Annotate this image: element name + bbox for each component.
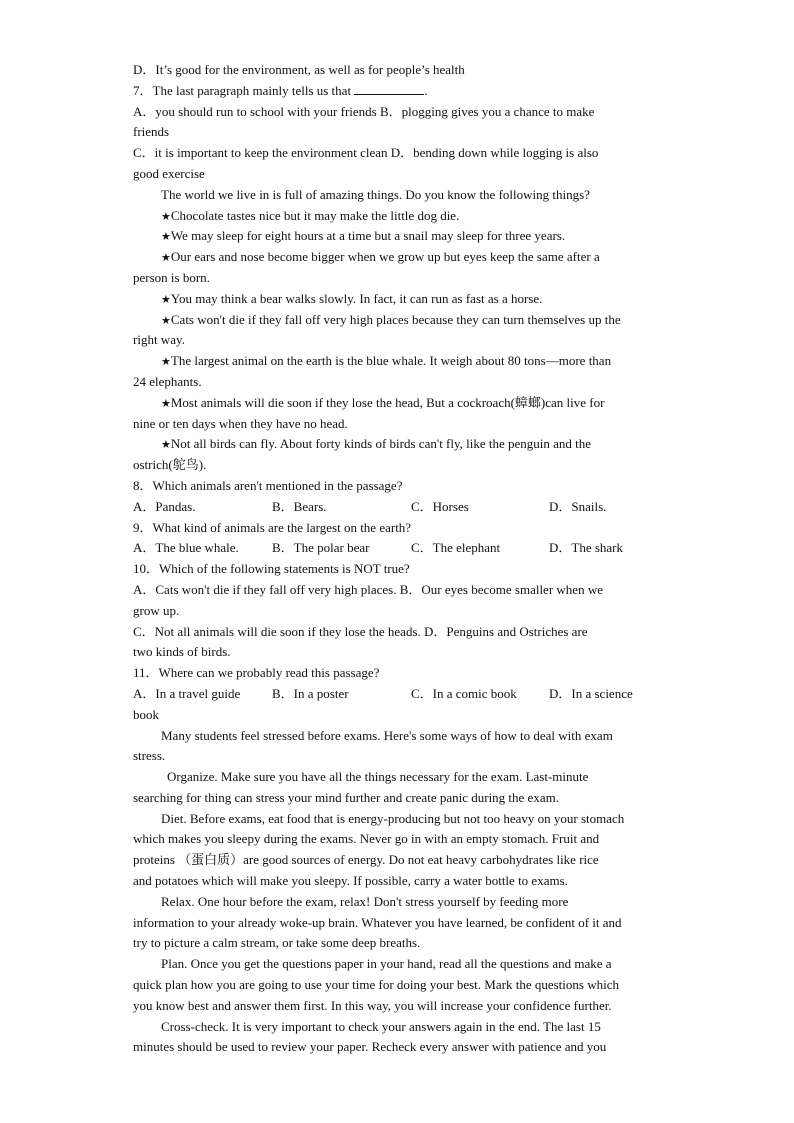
star-icon: ★ [161, 209, 171, 223]
tip-diet: Diet. Before exams, eat food that is energy-producing but not too heavy on your stomach [161, 810, 625, 826]
tip-relax: Relax. One hour before the exam, relax! Don't stress yourself by feeding more [161, 893, 569, 909]
fact-7-text: Most animals will die soon if they lose the head, But a cockroach(蟑螂)can live for [170, 394, 605, 410]
option-a: A．In a travel guide [133, 685, 241, 701]
question-10: 10．Which of the following statements is NOT true? [133, 561, 410, 577]
tip-diet-cont-3: and potatoes which will make you sleepy. If possible, carry a water bottle to exams. [133, 873, 568, 889]
option-c: C．The elephant [411, 540, 501, 556]
question-8: 8．Which animals aren't mentioned in the passage? [133, 477, 403, 493]
fact-6 [133, 351, 663, 372]
q11-option-d-cont: book [133, 706, 159, 722]
tip-organize: Organize. Make sure you have all the things necessary for the exam. Last-minute [167, 769, 589, 785]
question-9-options [133, 538, 663, 559]
star-icon: ★ [161, 355, 171, 369]
fact-6-text: The largest animal on the earth is the blue whale. It weigh about 80 tons—more than [170, 353, 612, 369]
option-a: A．The blue whale. [133, 540, 239, 556]
option-b: B．In a poster [272, 685, 349, 701]
fact-1 [133, 206, 663, 227]
option-b: B．The polar bear [272, 540, 370, 556]
fact-2 [133, 226, 663, 247]
answer-blank [354, 82, 424, 95]
tip-plan: Plan. Once you get the questions paper in your hand, read all the questions and make a [161, 956, 612, 972]
tip-organize-cont: searching for thing can stress your mind further and create panic during the exam. [133, 789, 559, 805]
fact-5-text: Cats won't die if they fall off very high places because they can turn themselves up the [170, 311, 621, 327]
question-11: 11．Where can we probably read this passage? [133, 665, 380, 681]
fact-3-cont: person is born. [133, 269, 210, 285]
fact-8 [133, 434, 663, 455]
fact-2-text: We may sleep for eight hours at a time but a snail may sleep for three years. [170, 228, 566, 244]
q7-options-ab-cont: friends [133, 124, 170, 140]
question-9: 9．What kind of animals are the largest on the earth? [133, 519, 412, 535]
tip-cross-check: Cross-check. It is very important to check your answers again in the end. The last 15 [161, 1018, 601, 1034]
fact-1-text: Chocolate tastes nice but it may make the little dog die. [170, 207, 460, 223]
tip-diet-cont-2: proteins （蛋白质）are good sources of energy. Do not eat heavy carbohydrates like rice [133, 852, 599, 868]
fact-3-text: Our ears and nose become bigger when we grow up but eyes keep the same after a [170, 249, 600, 265]
tip-cross-check-cont: minutes should be used to review your paper. Recheck every answer with patience and you [133, 1039, 607, 1055]
document-body [133, 60, 663, 1058]
star-icon: ★ [161, 230, 171, 244]
q6-option-d: D．It’s good for the environment, as well as for people’s health [133, 62, 465, 77]
option-c: C．Horses [411, 498, 469, 514]
fact-7 [133, 393, 663, 414]
q10-options-ab: A．Cats won't die if they fall off very high places. B．Our eyes become smaller when we [133, 581, 603, 597]
fact-8-cont: ostrich(鸵鸟). [133, 457, 207, 473]
star-icon: ★ [161, 313, 171, 327]
star-icon: ★ [161, 292, 171, 306]
q10-options-cd: C．Not all animals will die soon if they lose the heads. D．Penguins and Ostriches are [133, 623, 588, 639]
question-7-text: 7．The last paragraph mainly tells us that [133, 82, 352, 98]
question-7 [133, 81, 663, 102]
option-c: C．In a comic book [411, 685, 517, 701]
q7-options-cd-cont: good exercise [133, 165, 205, 181]
passage3-intro: Many students feel stressed before exams. Here's some ways of how to deal with exam [161, 727, 613, 743]
option-d: D．Snails. [549, 498, 607, 514]
option-d: D．In a science [549, 685, 633, 701]
question-8-options [133, 497, 663, 518]
passage2-intro: The world we live in is full of amazing things. Do you know the following things? [161, 186, 590, 202]
q7-options-ab: A．you should run to school with your friends B．plogging gives you a chance to make [133, 103, 595, 119]
tip-diet-cont-1: which makes you sleepy during the exams. Never go in with an empty stomach. Fruit and [133, 831, 600, 847]
tip-plan-cont-1: quick plan how you are going to use your time for doing your best. Mark the questions which [133, 977, 619, 993]
tip-relax-cont-1: information to your already woke-up brain. Whatever you have learned, be confident of it and [133, 914, 622, 930]
q7-options-cd: C．it is important to keep the environment clean D．bending down while logging is also [133, 145, 599, 161]
fact-5 [133, 310, 663, 331]
fact-8-text: Not all birds can fly. About forty kinds of birds can't fly, like the penguin and the [170, 436, 592, 452]
option-b: B．Bears. [272, 498, 327, 514]
star-icon: ★ [161, 251, 171, 265]
passage3-intro-cont: stress. [133, 748, 166, 764]
option-d: D．The shark [549, 540, 624, 556]
star-icon: ★ [161, 438, 171, 452]
fact-6-cont: 24 elephants. [133, 373, 202, 389]
q10-options-ab-cont: grow up. [133, 602, 180, 618]
fact-3 [133, 247, 663, 268]
fact-4-text: You may think a bear walks slowly. In fact, it can run as fast as a horse. [170, 290, 543, 306]
fact-5-cont: right way. [133, 332, 185, 348]
fact-4 [133, 289, 663, 310]
question-7-period: . [424, 82, 428, 98]
tip-relax-cont-2: try to picture a calm stream, or take some deep breaths. [133, 935, 421, 951]
option-a: A．Pandas. [133, 498, 196, 514]
fact-7-cont: nine or ten days when they have no head. [133, 415, 348, 431]
tip-plan-cont-2: you know best and answer them first. In this way, you will increase your confidence further. [133, 997, 612, 1013]
question-11-options [133, 684, 663, 705]
star-icon: ★ [161, 396, 171, 410]
q10-options-cd-cont: two kinds of birds. [133, 644, 231, 660]
